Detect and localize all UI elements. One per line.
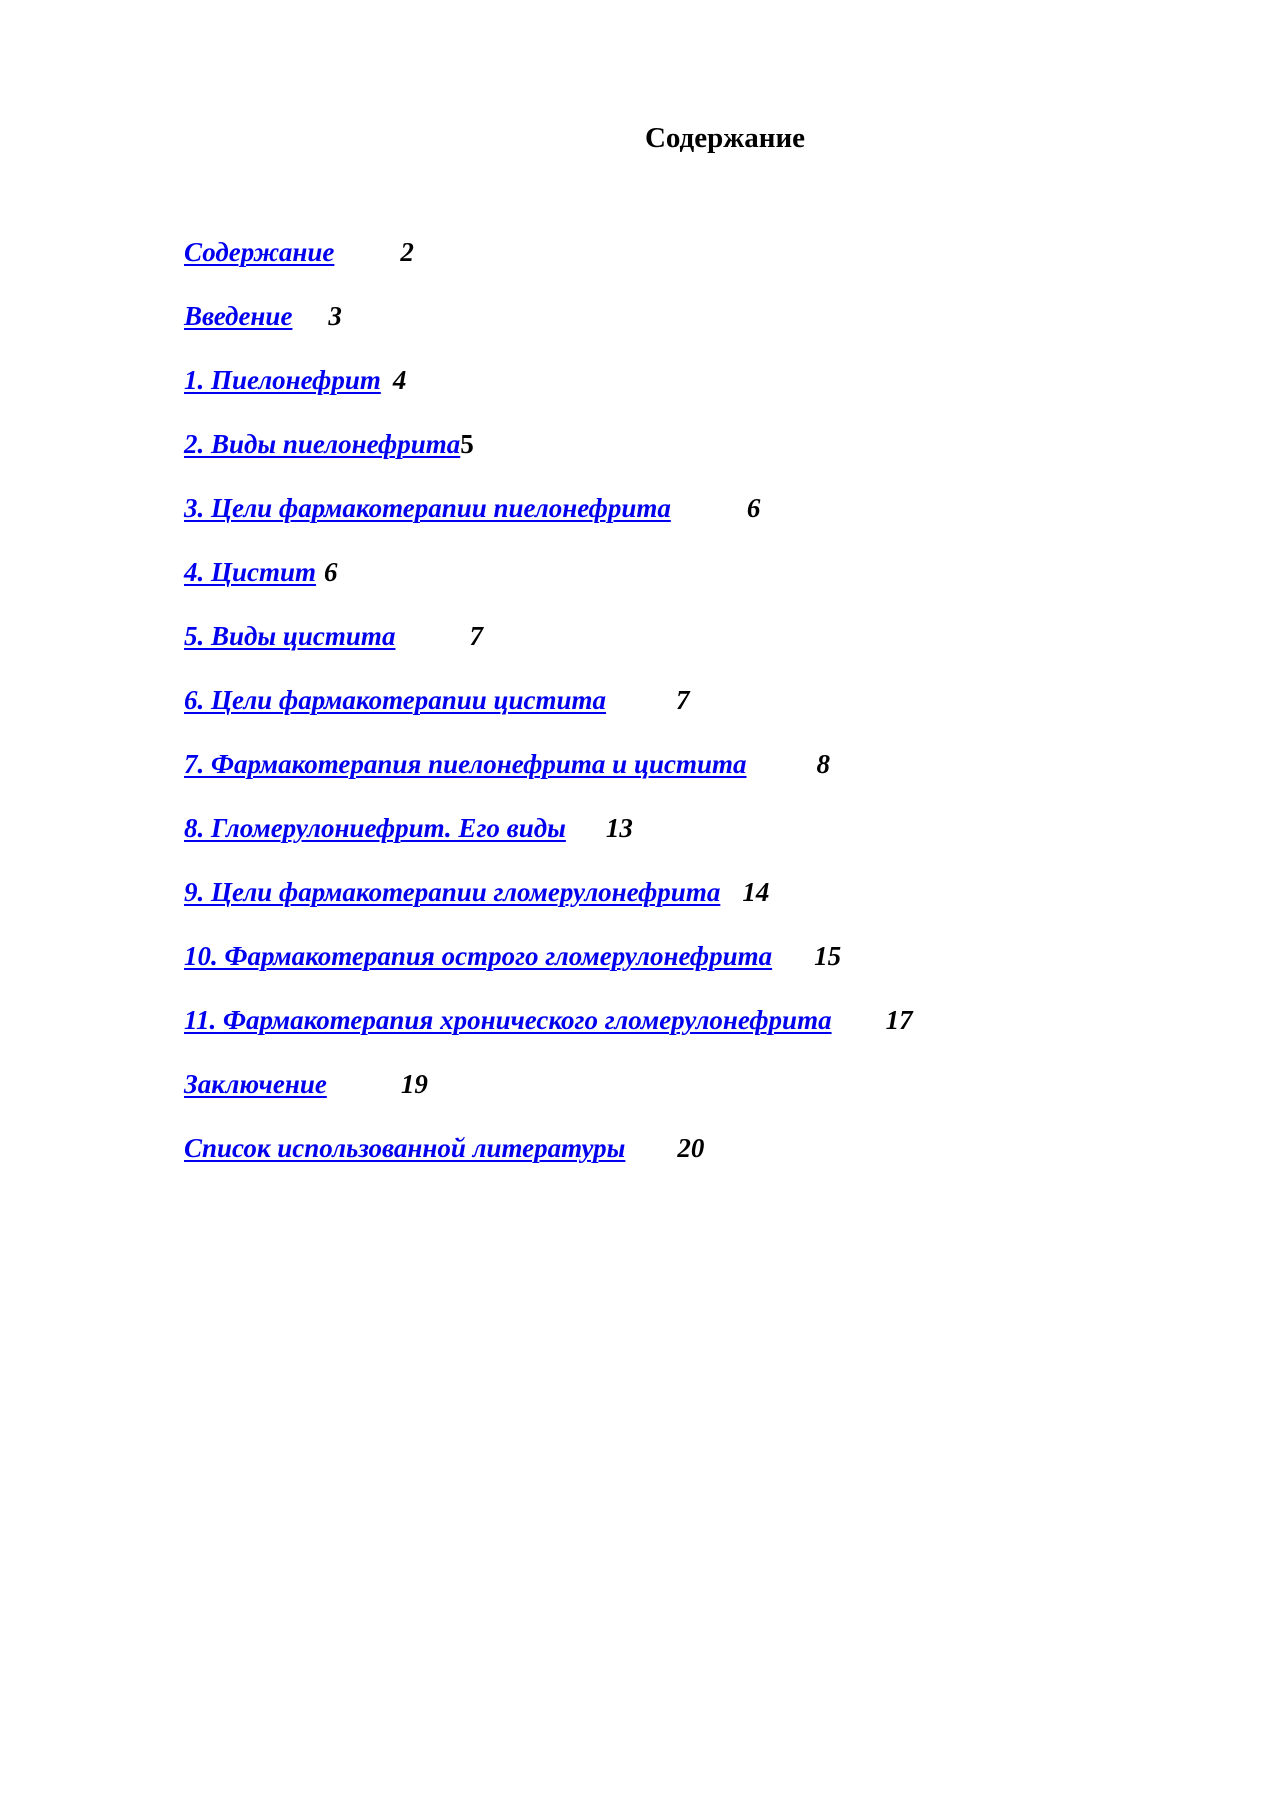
toc-entry-chronic-glomerulonephritis-therapy [184,988,1184,1052]
toc-link-pyelonephritis-cystitis-therapy[interactable]: 7. Фармакотерапия пиелонефрита и цистита [184,748,747,779]
toc-entry-cystitis-types [184,604,1184,668]
page-title: Содержание [644,122,806,154]
toc-page-number: 6 [746,492,761,523]
toc-link-pyelonephritis-goals[interactable]: 3. Цели фармакотерапии пиелонефрита [184,492,671,523]
toc-link-chronic-glomerulonephritis-therapy[interactable]: 11. Фармакотерапия хронического гломерулонефрита [184,1004,832,1035]
toc-link-pyelonephritis-types[interactable]: 2. Виды пиелонефрита [184,428,461,459]
toc-page-number: 17 [885,1004,913,1035]
toc-link-references[interactable]: Список использованной литературы [184,1132,626,1163]
toc-link-contents[interactable]: Содержание [184,236,335,267]
toc-entry-cystitis-goals [184,668,1184,732]
toc-entry-pyelonephritis-goals [184,476,1184,540]
toc-entry-acute-glomerulonephritis-therapy [184,924,1184,988]
toc-link-cystitis-types[interactable]: 5. Виды цистита [184,620,396,651]
toc-page-number: 2 [400,236,414,267]
toc-entry-cystitis [184,540,1184,604]
toc-page-number: 3 [328,300,342,331]
toc-page-number: 14 [742,876,770,907]
toc-link-pyelonephritis[interactable]: 1. Пиелонефрит [184,364,381,395]
toc-page-number: 19 [400,1068,428,1099]
toc-link-glomerulonephritis-goals[interactable]: 9. Цели фармакотерапии гломерулонефрита [184,876,721,907]
toc-entry-introduction [184,284,1184,348]
toc-entry-pyelonephritis-types [184,412,1184,476]
toc-page-number: 4 [392,364,407,395]
toc-link-cystitis[interactable]: 4. Цистит [184,556,317,587]
toc-page-number: 7 [676,684,690,715]
table-of-contents [184,220,1184,1180]
toc-entry-conclusion [184,1052,1184,1116]
toc-page-number: 6 [324,556,338,587]
toc-entry-contents [184,220,1184,284]
toc-page-number: 5 [460,428,474,459]
toc-entry-glomerulonephritis-types [184,796,1184,860]
toc-page-number: 15 [814,940,842,971]
toc-link-cystitis-goals[interactable]: 6. Цели фармакотерапии цистита [184,684,607,715]
toc-entry-pyelonephritis [184,348,1184,412]
toc-link-acute-glomerulonephritis-therapy[interactable]: 10. Фармакотерапия острого гломерулонефрита [184,940,773,971]
toc-entry-pyelonephritis-cystitis-therapy [184,732,1184,796]
toc-entry-references [184,1116,1184,1180]
toc-link-introduction[interactable]: Введение [184,300,293,331]
toc-link-glomerulonephritis-types[interactable]: 8. Гломерулониефрит. Его виды [184,812,566,843]
toc-page-number: 7 [469,620,483,651]
toc-page-number: 13 [605,812,633,843]
toc-entry-glomerulonephritis-goals [184,860,1184,924]
toc-page-number: 8 [816,748,830,779]
toc-page-number: 20 [677,1132,705,1163]
toc-link-conclusion[interactable]: Заключение [184,1068,327,1099]
